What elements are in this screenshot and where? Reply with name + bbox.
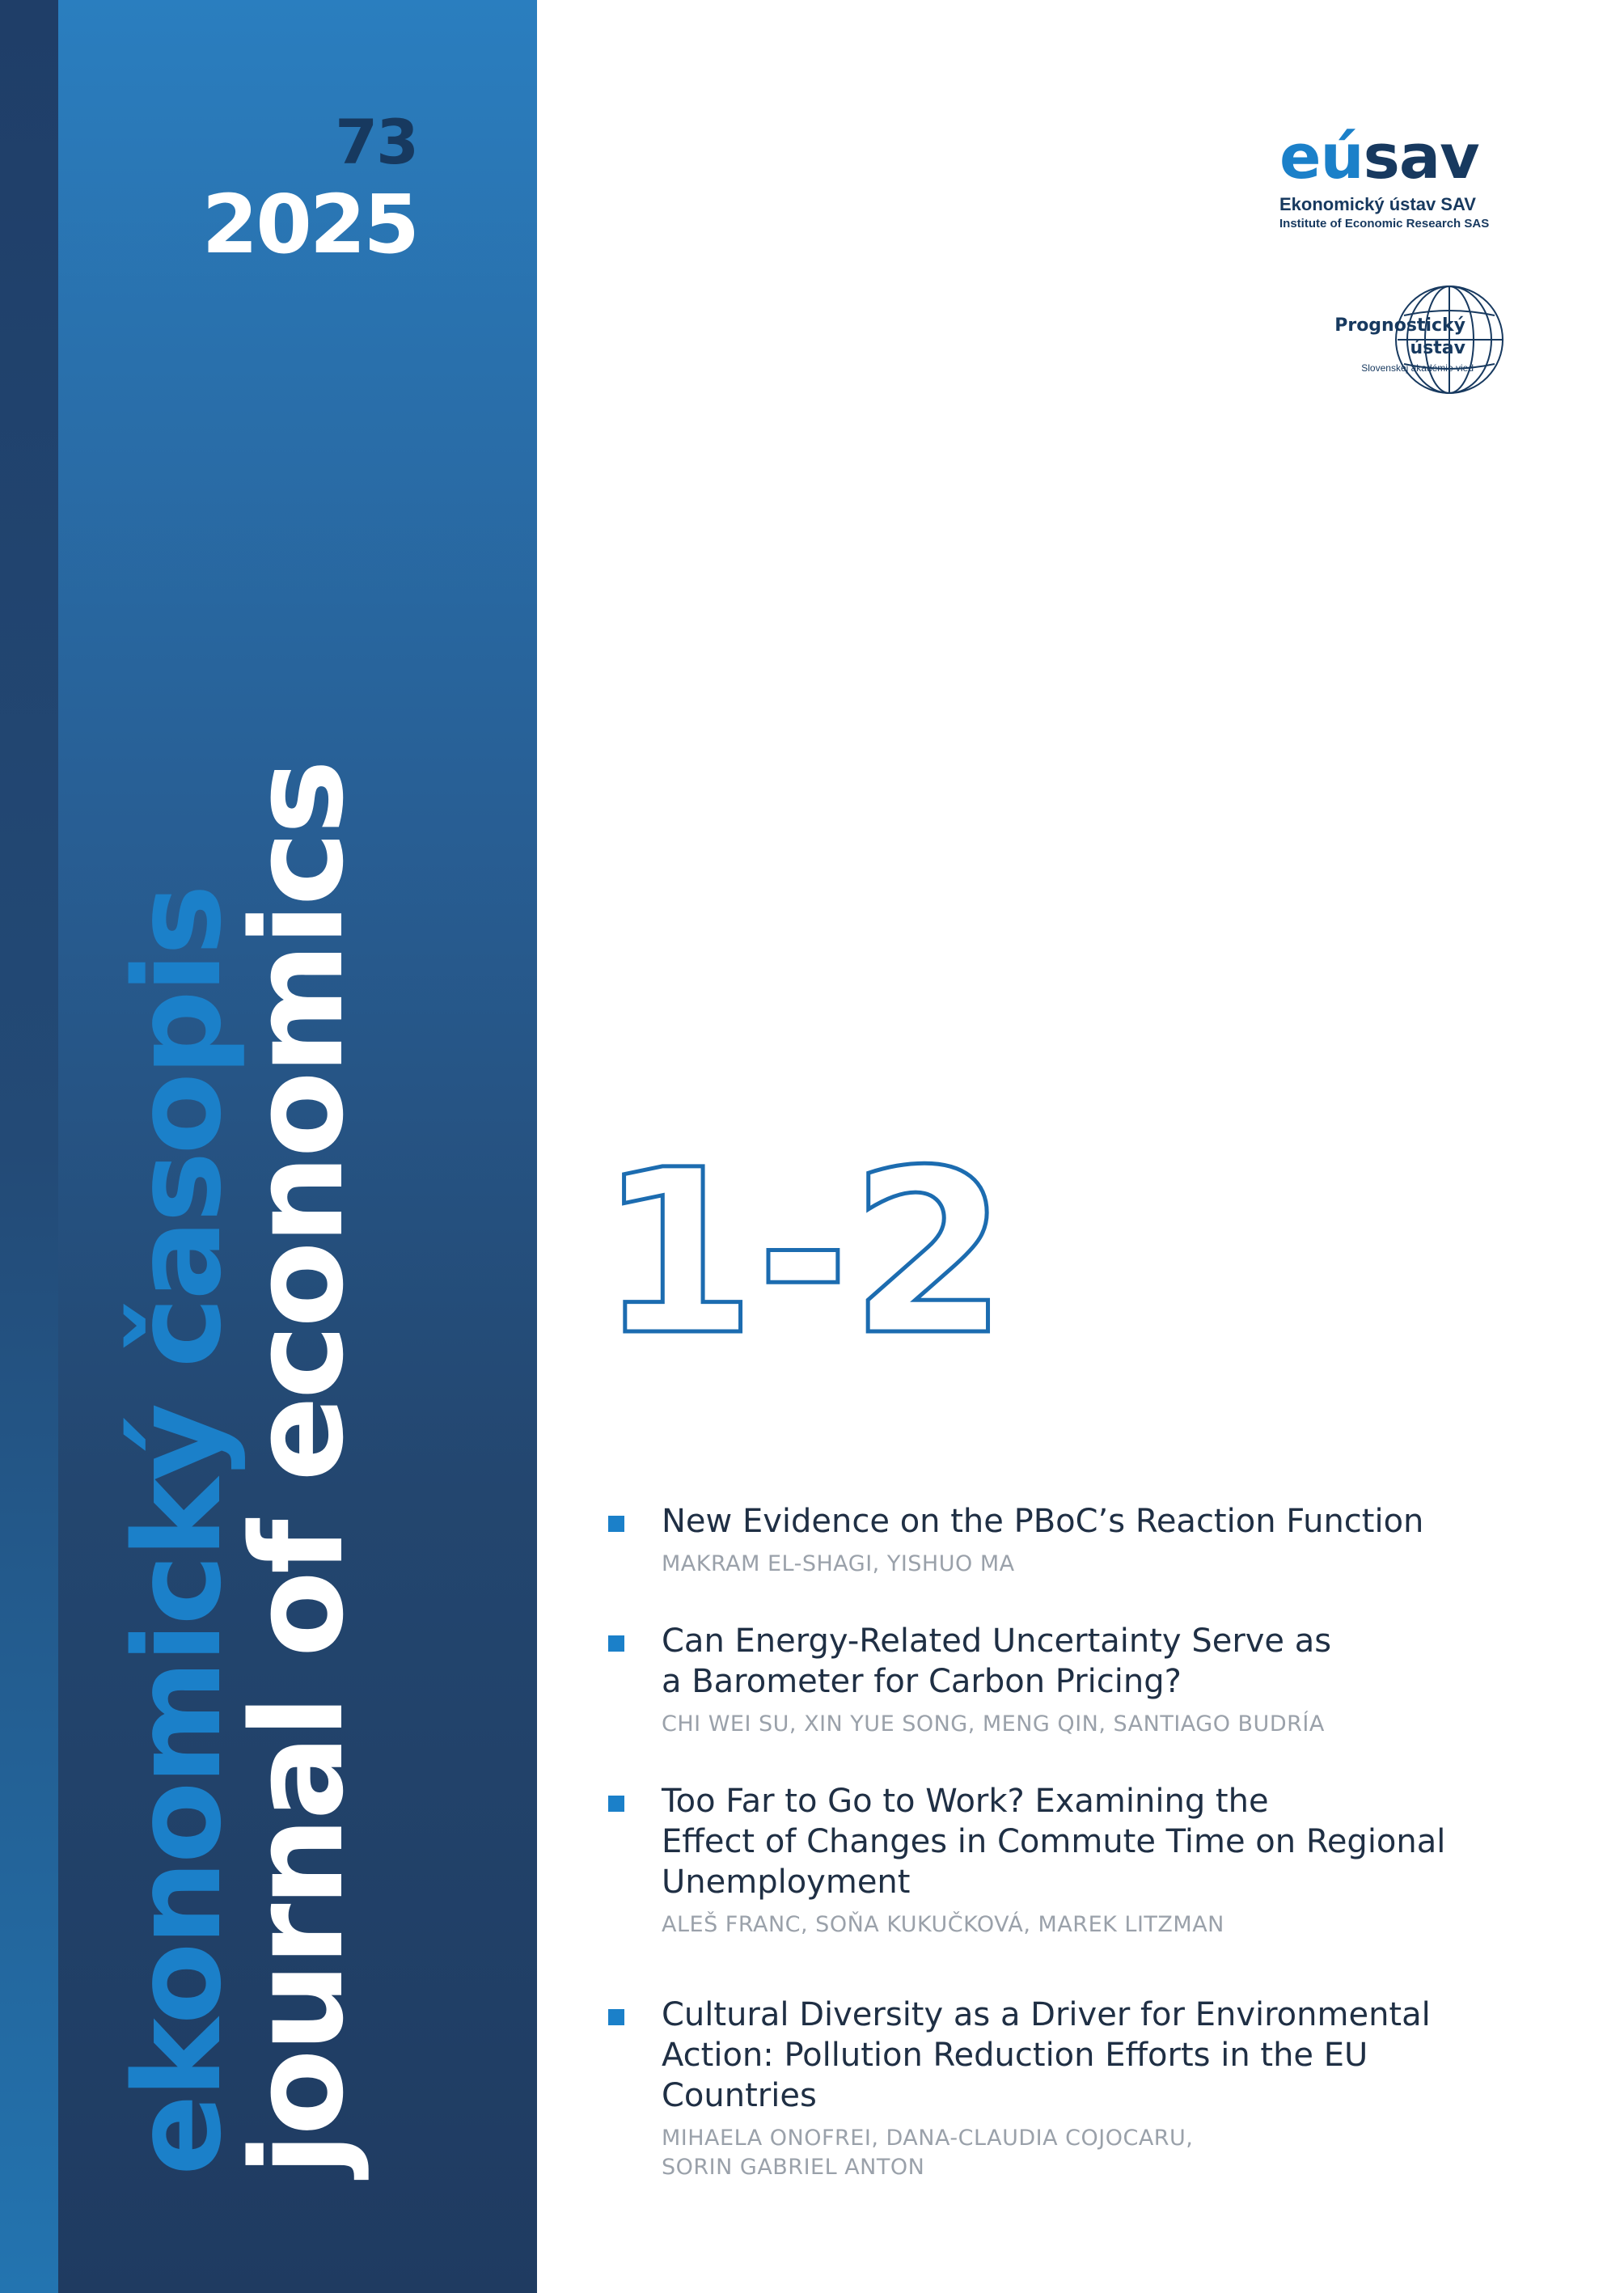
esav-brand-sav: sav [1363, 121, 1479, 192]
esav-logo [1279, 121, 1506, 231]
bullet-square-icon [608, 2009, 624, 2025]
issue-number-graphic [598, 1140, 1035, 1339]
article-list [608, 1501, 1546, 2182]
article-authors: ALEŠ FRANC, SOŇA KUKUČKOVÁ, MAREK LITZMAN [662, 1912, 1224, 1937]
issue-number: 1-2 [598, 1140, 1008, 1339]
bullet-square-icon [608, 1635, 624, 1652]
article-item[interactable] [608, 1995, 1546, 2182]
prognosticky-line2: ústav [1410, 338, 1465, 358]
article-title: Can Energy-Related Uncertainty Serve as a Barometer for Carbon Pricing? [662, 1622, 1332, 1700]
volume-year: 2025 [201, 177, 417, 272]
esav-name-english: Institute of Economic Research SAS [1279, 217, 1490, 231]
prognosticky-line1: Prognostický [1334, 315, 1465, 336]
article-title: Cultural Diversity as a Driver for Environmental Action: Pollution Reduction Efforts in the EU Countries [662, 1996, 1431, 2114]
article-title: Too Far to Go to Work? Examining the Effect of Changes in Commute Time on Regional Unemployment [662, 1783, 1446, 1901]
bullet-square-icon [608, 1516, 624, 1532]
esav-name-slovak: Ekonomický ústav SAV [1279, 194, 1476, 214]
journal-title-english: journal of economics [224, 762, 371, 2176]
bullet-square-icon [608, 1796, 624, 1812]
article-authors: MIHAELA ONOFREI, DANA-CLAUDIA COJOCARU, SORIN GABRIEL ANTON [662, 2126, 1194, 2180]
article-authors: MAKRAM EL-SHAGI, YISHUO MA [662, 1551, 1015, 1576]
article-item[interactable] [608, 1501, 1546, 1579]
prognosticky-line3: Slovenskej akadémie vied [1361, 362, 1474, 374]
volume-number: 73 [335, 106, 417, 178]
esav-brand [1279, 121, 1506, 192]
article-title: New Evidence on the PBoC’s Reaction Function [662, 1503, 1424, 1540]
esav-brand-eu: eú [1279, 121, 1364, 192]
article-item[interactable] [608, 1621, 1546, 1739]
article-item[interactable] [608, 1781, 1546, 1940]
article-authors: CHI WEI SU, XIN YUE SONG, MENG QIN, SANTIAGO BUDRÍA [662, 1711, 1325, 1737]
prognosticky-logo [1326, 280, 1506, 401]
cover-edge-strip [0, 0, 58, 2293]
journal-title-slovak: ekonomický časopis [108, 887, 247, 2176]
